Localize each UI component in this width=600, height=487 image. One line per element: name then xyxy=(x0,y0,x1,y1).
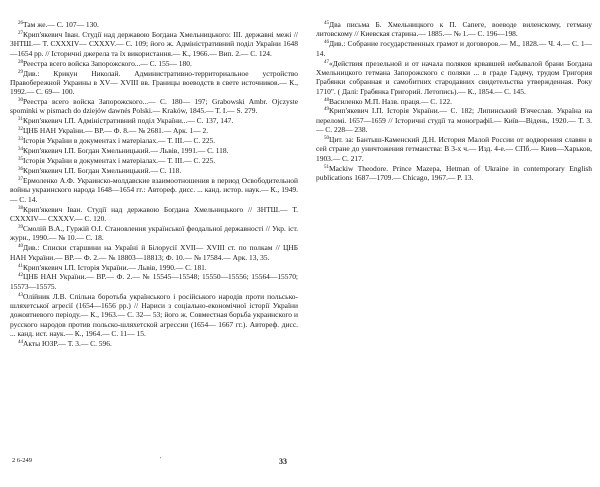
footnotes-left-column xyxy=(10,20,298,349)
footnote-text: Реестра всего войска Запорожского...— С. 155— 180. xyxy=(23,58,192,68)
footnote-number: 27 xyxy=(18,30,23,36)
footnote-number: 32 xyxy=(18,127,23,133)
footnote-number: 34 xyxy=(18,147,23,153)
footnote-text: Ермоленко А.Ф. Украинско-молдавские взаимоотношения в период Освободительной войны украинского народа 1648—1654 гг.: Автореф. дисс. ... канд. истор. наук.— К., 1949.— С. 14. xyxy=(10,176,298,204)
footnote xyxy=(10,30,298,58)
footnote xyxy=(10,339,298,348)
footnote xyxy=(316,20,592,39)
footnote-number: 30 xyxy=(18,98,23,104)
footnote xyxy=(10,166,298,175)
footnote xyxy=(10,116,298,125)
footnote-number: 33 xyxy=(18,137,23,143)
footnote-text: Див.: Списки старшини на Україні й Білорусії XVII— XVIII ст. по полкам // ЦНБ НАН України.— ВР.— Ф. 2.— № 18803—18813; Ф. 10.— № 17584.— Арк. 13, 35. xyxy=(10,243,298,262)
footnotes-right-column xyxy=(316,20,592,183)
footnote-number: 42 xyxy=(18,273,23,279)
footnote-number: 50 xyxy=(324,136,329,142)
footnote-number: 39 xyxy=(18,224,23,230)
footnote-number: 28 xyxy=(18,59,23,65)
footnote xyxy=(10,69,298,97)
footnote-text: Історія України в документах і матеріалах.— Т. III.— С. 225. xyxy=(23,156,216,166)
footnote xyxy=(10,146,298,155)
footnote-number: 51 xyxy=(324,164,329,170)
footnote-text: Історія України в документах і матеріалах.— Т. III.— С. 225. xyxy=(23,136,216,146)
footnote xyxy=(316,106,592,134)
footnote-text: Два письма Б. Хмельницкого к П. Сапеге, воеводе виленскому, гетману литовскому // Киевская старина.— 1885.— № 1.— С. 196—198. xyxy=(316,20,592,39)
footnote xyxy=(10,126,298,135)
footnote-number: 46 xyxy=(324,40,329,46)
footnote-text: Крип'якевич І.П. Історія України.— С. 182; Липинський В'ячеслав. Україна на переломі. 1657—1659 // Історичні студії та монографії.— Київ—Відень, 1920.— Т. 3.— С. 228— 238. xyxy=(316,106,592,135)
footnote-number: 45 xyxy=(324,21,329,26)
footnote-text: Крип'якевич І.П. Богдан Хмельницький.— Львів, 1991.— С. 118. xyxy=(23,146,229,156)
footnote-text: Там же.— С. 107— 130. xyxy=(23,20,99,29)
printer-signature: 2 6-249 xyxy=(12,457,33,464)
footnote-number: 37 xyxy=(18,177,23,183)
footnote xyxy=(10,156,298,165)
footnote-number: 44 xyxy=(18,340,23,346)
footnote xyxy=(316,59,592,96)
footnote xyxy=(10,272,298,291)
footnote-number: 48 xyxy=(324,97,329,103)
footnote-text: Олійник Л.В. Спільна боротьба українського і російського народів проти польсько-шляхетської агресії (1654—1656 рр.) // Нариси з соціально-економічної історії України дожовтневого періоду.— К., 1963.— С. 32— 53; його ж. Совместная борьба украинского и русского народов против польско-шляхетской агрессии (1654— 1667 гг.). Автореф. дисс. ... канд. ист. наук.— К., 1964.— С. 11— 15. xyxy=(10,291,298,339)
footnote-text: Див.: Крикун Николай. Административно-территориальное устройство Правобережной Украины в XV— XVIII вв. Границы воеводств в свете источников.— К., 1992.— С. 69— 100. xyxy=(10,68,298,97)
footnote-text: ЦНБ НАН України.— ВР.— Ф. 2.— № 15545—15548; 15550—15556; 15564—15570; 15573—15575. xyxy=(10,272,298,291)
footnote xyxy=(10,59,298,68)
footnote xyxy=(316,97,592,106)
footnote xyxy=(10,176,298,204)
footnote xyxy=(10,136,298,145)
footnote-text: Крип'якевич І.П. Історія України.— Львів, 1990.— С. 181. xyxy=(23,262,207,272)
footnote xyxy=(10,243,298,262)
footnote-text: Крип'якевич І.П. Богдан Хмельницький.— С. 118. xyxy=(23,166,182,176)
footnote xyxy=(10,97,298,116)
footnote-number: 36 xyxy=(18,167,23,173)
footnote xyxy=(10,224,298,243)
footnote-text: ЦНБ НАН України.— ВР.— Ф. 8.— № 2681.— Арк. 1— 2. xyxy=(23,126,209,136)
footnote-text: Цит. за: Бантыш-Каменский Д.Н. История Малой России от водворения славян в сей стране до уничтожения гетманства: В 3-х ч.— Изд. 4-е.— СПб.— Киев—Харьков, 1903.— С. 217. xyxy=(316,135,592,163)
footnote-number: 47 xyxy=(324,59,329,65)
footnote-text: Реестра всего войска Запорожского...— С. 180— 197; Grabowski Ambr. Ojczyste spominki w pismach do dziejów dawnés Polski.— Kraków, 1845.— T. I.— S. 279. xyxy=(10,97,298,116)
footnote-number: 35 xyxy=(18,157,23,163)
footnote-text: Mackiw Theodore. Prince Mazepa, Hetman of Ukraine in contemporary English publications 1687—1709.— Chicago, 1967.— P. 13. xyxy=(316,163,592,183)
footnote-text: Василенко М.П. Назв. праця.— С. 122. xyxy=(329,96,453,106)
footnote xyxy=(10,263,298,272)
footnote-number: 29 xyxy=(18,69,23,75)
page-number: 33 xyxy=(279,457,287,466)
footnote xyxy=(316,135,592,163)
footnote-text: Див.: Собрание государственных грамот и договоров.— М., 1828.— Ч. 4.— С. 1— 14. xyxy=(316,39,592,58)
print-mark: ' xyxy=(160,457,162,463)
footnote-number: 31 xyxy=(18,117,23,123)
footnote-number: 38 xyxy=(18,205,23,211)
footnote-number: 49 xyxy=(324,107,329,113)
footnote xyxy=(10,205,298,224)
footnote-text: Крип'якевич Іван. Студії над державою Богдана Хмельницького // ЗНТШ.— Т. СХХХIV— СХХХV.— С. 120. xyxy=(10,204,298,223)
footnote-text: Крип'якевич Іван. Студії над державою Богдана Хмельницького: III. державні межі // ЗНТШ.— Т. СХХХIV— СХХХV.— С. 109; його ж. Адміністративний поділ України 1648—1654 рр. // Історичні джерела та їх використання.— К., 1966.— Вип. 2.— С. 124. xyxy=(10,29,298,58)
footnote-text: Крип'якевич І.П. Адміністративний поділ України...— С. 137, 147. xyxy=(23,116,234,126)
footnote-number: 40 xyxy=(18,244,23,250)
footnote-text: Акты ЮЗР.— Т. 3.— С. 596. xyxy=(23,339,112,349)
footnote xyxy=(316,164,592,183)
footnote xyxy=(10,292,298,339)
footnote-number: 41 xyxy=(18,263,23,269)
footnote-number: 43 xyxy=(18,292,23,298)
footnote-text: Смолій В.А., Гуржій О.І. Становлення української феодальної державності // Укр. іст. журн., 1990.— № 10.— С. 18. xyxy=(10,223,298,243)
footnote-text: «Действия презельной и от начала поляков крвавшей небывалой брани Богдана Хмельницкого гетмана Запорожского с поляки ... в граде Гадячу, трудом Григория Грабянки собранная и самобитних стародавних свидетельства утвержденная. Року 1710". ( Далі: Грабянка Григорий. Летопись).— К., 1854.— С. 145. xyxy=(316,58,592,96)
footnote-number: 26 xyxy=(18,21,23,26)
footnote xyxy=(316,39,592,58)
footnote xyxy=(10,20,298,29)
